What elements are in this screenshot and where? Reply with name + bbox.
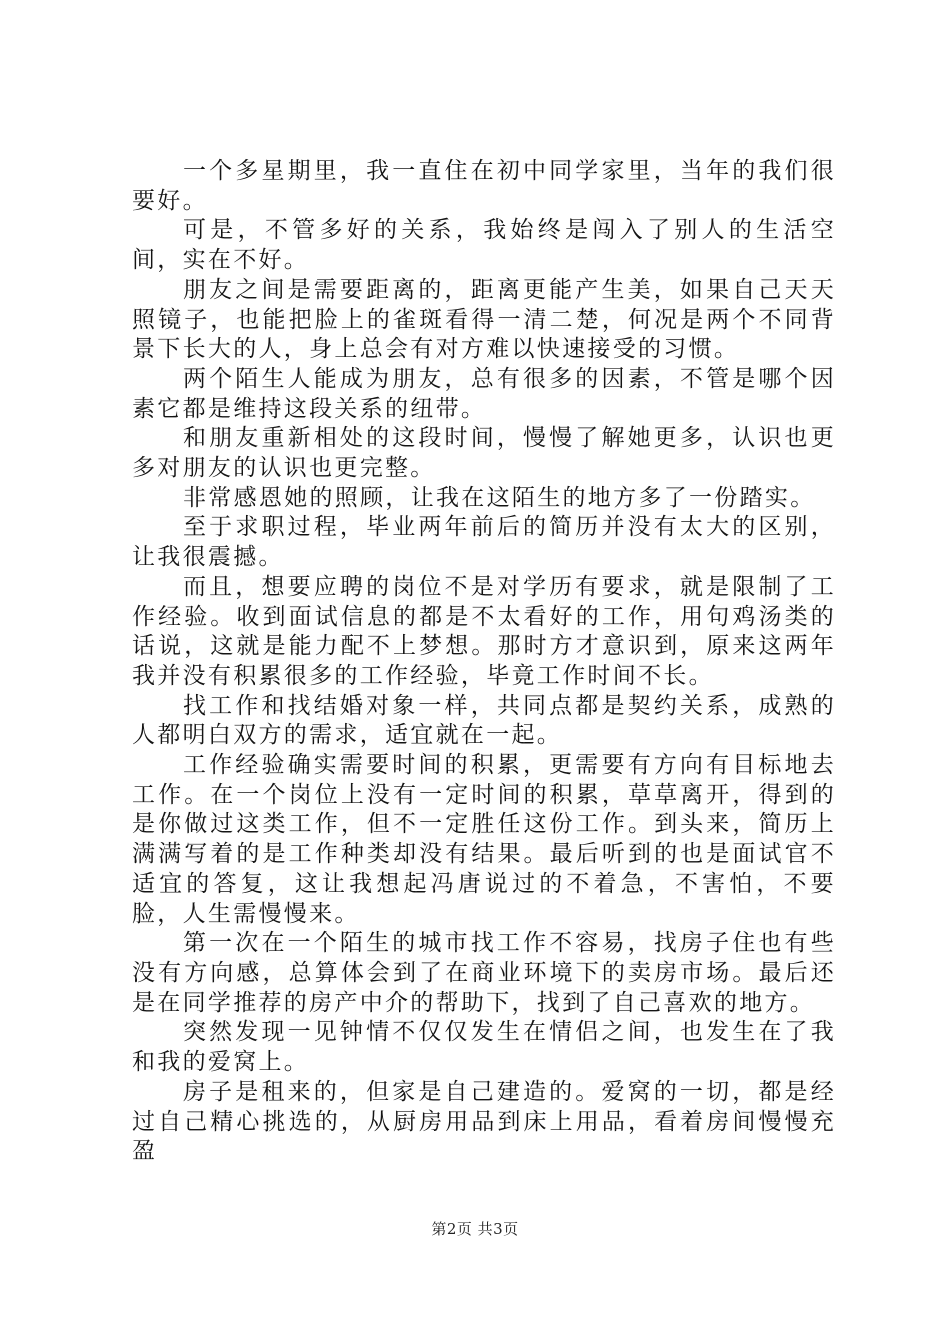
paragraph: 可是，不管多好的关系，我始终是闯入了别人的生活空间，实在不好。 (132, 217, 836, 274)
paragraph: 房子是租来的，但家是自己建造的。爱窝的一切，都是经过自己精心挑选的，从厨房用品到床上用品，看着房间慢慢充盈 (132, 1078, 836, 1165)
paragraph: 非常感恩她的照顾，让我在这陌生的地方多了一份踏实。 (183, 484, 816, 511)
paragraph: 第一次在一个陌生的城市找工作不容易，找房子住也有些没有方向感，总算体会到了在商业环境下的卖房市场。最后还是在同学推荐的房产中介的帮助下，找到了自己喜欢的地方。 (132, 930, 836, 1016)
paragraph: 工作经验确实需要时间的积累，更需要有方向有目标地去工作。在一个岗位上没有一定时间的积累，草草离开，得到的是你做过这类工作，但不一定胜任这份工作。到头来，简历上满满写着的是工作种类却没有结果。最后听到的也是面试官不适宜的答复，这让我想起冯唐说过的不着急，不害怕，不要脸，人生需慢慢来。 (132, 752, 836, 927)
paragraph: 找工作和找结婚对象一样，共同点都是契约关系，成熟的人都明白双方的需求，适宜就在一起。 (132, 692, 836, 749)
document-body (132, 157, 836, 1167)
paragraph: 两个陌生人能成为朋友，总有很多的因素，不管是哪个因素它都是维持这段关系的纽带。 (132, 365, 836, 422)
paragraph: 而且，想要应聘的岗位不是对学历有要求，就是限制了工作经验。收到面试信息的都是不太看好的工作，用句鸡汤类的话说，这就是能力配不上梦想。那时方才意识到，原来这两年我并没有积累很多的工作经验，毕竟工作时间不长。 (132, 573, 836, 689)
page-number-footer: 第2页 共3页 (431, 1220, 519, 1238)
paragraph: 朋友之间是需要距离的，距离更能产生美，如果自己天天照镜子，也能把脸上的雀斑看得一清二楚，何况是两个不同背景下长大的人，身上总会有对方难以快速接受的习惯。 (132, 276, 836, 363)
paragraph: 和朋友重新相处的这段时间，慢慢了解她更多，认识也更多对朋友的认识也更完整。 (132, 425, 836, 482)
paragraph: 一个多星期里，我一直住在初中同学家里，当年的我们很要好。 (132, 158, 836, 214)
paragraph: 至于求职过程，毕业两年前后的简历并没有太大的区别，让我很震撼。 (132, 514, 836, 571)
paragraph: 突然发现一见钟情不仅仅发生在情侣之间，也发生在了我和我的爱窝上。 (132, 1019, 836, 1076)
